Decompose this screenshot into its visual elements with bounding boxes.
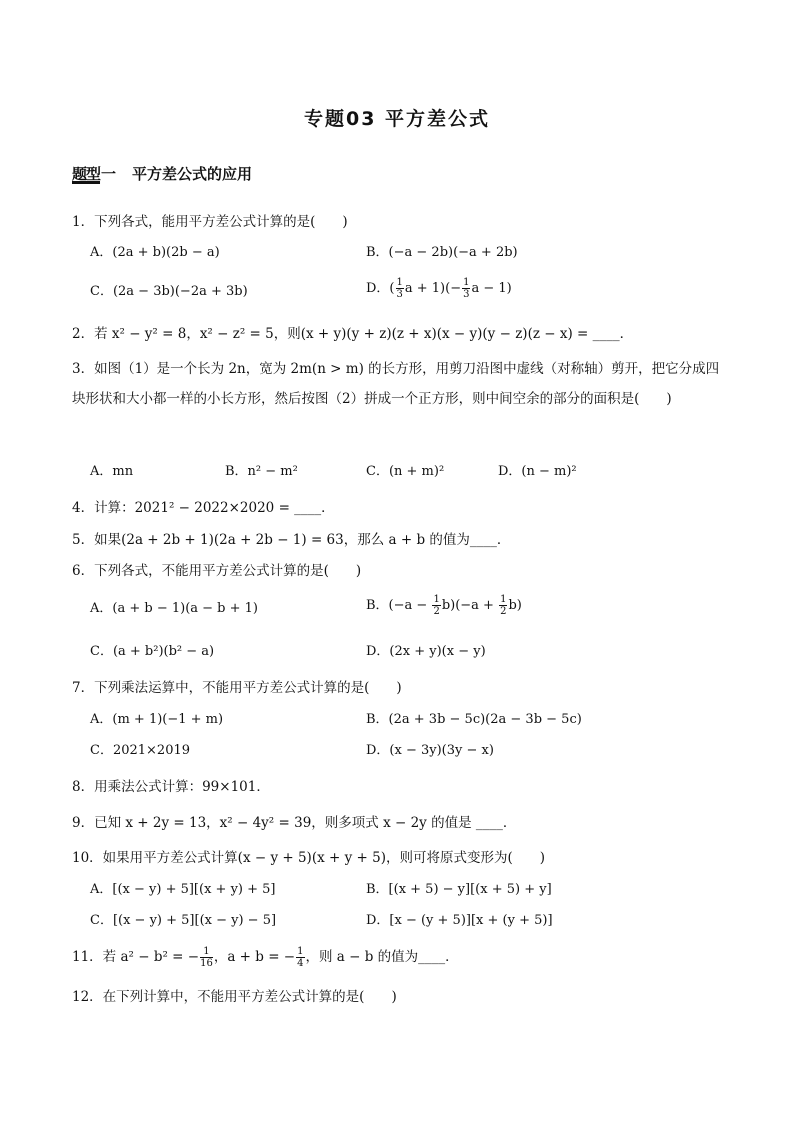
question-10-stem: 10．如果用平方差公式计算(x − y + 5)(x + y + 5)，则可将原式变形为( ) (72, 850, 546, 866)
q3-option-c: C．(n + m)² (366, 464, 445, 479)
q7-option-c: C．2021×2019 (90, 743, 191, 758)
section-header (72, 163, 252, 184)
section-badge: 题型 (72, 165, 101, 183)
q10-option-d: D．[x − (y + 5)][x + (y + 5)] (366, 913, 553, 928)
q6-option-a: A．(a + b − 1)(a − b + 1) (90, 601, 258, 616)
q7-option-a: A．(m + 1)(−1 + m) (90, 712, 224, 727)
q6-option-d: D．(2x + y)(x − y) (366, 644, 486, 659)
question-6-stem: 6．下列各式，不能用平方差公式计算的是( ) (72, 563, 362, 579)
q3-option-d: D．(n − m)² (498, 464, 577, 479)
q3-option-b: B．n² − m² (225, 464, 298, 479)
question-2: 2．若 x² − y² = 8，x² − z² = 5，则(x + y)(y + z)(z + x)(x − y)(y − z)(z − x) = ____． (72, 326, 634, 342)
q6-option-c: C．(a + b²)(b² − a) (90, 644, 215, 659)
fraction: $\frac{1}{3}$ (396, 277, 403, 300)
question-9: 9．已知 x + 2y = 13，x² − 4y² = 39，则多项式 x − 2y 的值是 ____． (72, 815, 517, 831)
q6-option-b: B．(−a − $\frac{1}{2}$ b)(−a + $\frac{1}{2}$ b) (366, 594, 522, 617)
q7-option-b: B．(2a + 3b − 5c)(2a − 3b − 5c) (366, 712, 582, 727)
fraction: $\frac{1}{4}$ (297, 946, 304, 969)
q1-option-a: A．(2a + b)(2b − a) (90, 245, 220, 260)
section-number: 一 (101, 165, 117, 183)
q7-option-d: D．(x − 3y)(3y − x) (366, 743, 494, 758)
question-12-stem: 12．在下列计算中，不能用平方差公式计算的是( ) (72, 989, 397, 1005)
question-5: 5．如果(2a + 2b + 1)(2a + 2b − 1) = 63，那么 a + b 的值为____． (72, 532, 511, 548)
fraction: $\frac{1}{3}$ (463, 277, 470, 300)
fraction: $\frac{1}{2}$ (500, 594, 507, 617)
q1-option-b: B．(−a − 2b)(−a + 2b) (366, 245, 518, 260)
fraction: $\frac{1}{2}$ (433, 594, 440, 617)
q1-option-c: C．(2a − 3b)(−2a + 3b) (90, 284, 248, 299)
question-3-stem: 3．如图（1）是一个长为 2n，宽为 2m(n > m) 的长方形，用剪刀沿图中虚线（对称轴）剪开，把它分成四块形状和大小都一样的小长方形，然后按图（2）拼成一个正方形，则中间空余的部分的面积是( ) (72, 361, 720, 407)
q3-option-a: A．mn (90, 464, 134, 479)
question-4: 4．计算：2021² − 2022×2020 = ____． (72, 500, 335, 516)
fraction: $\frac{1}{16}$ (200, 946, 213, 969)
q10-option-b: B．[(x + 5) − y][(x + 5) + y] (366, 882, 552, 897)
question-1-stem: 1．下列各式，能用平方差公式计算的是( ) (72, 214, 348, 230)
q10-option-a: A．[(x − y) + 5][(x + y) + 5] (90, 882, 276, 897)
section-title: 平方差公式的应用 (132, 165, 253, 183)
question-8: 8．用乘法公式计算：99×101． (72, 779, 270, 795)
question-11: 11．若 a² − b² = − $\frac{1}{16}$ ，a + b = − $\frac{1}{4}$ ，则 a − b 的值为____． (72, 946, 459, 969)
q10-option-c: C．[(x − y) + 5][(x − y) − 5] (90, 913, 277, 928)
page-title: 专题03 平方差公式 (303, 108, 491, 130)
question-7-stem: 7．下列乘法运算中，不能用平方差公式计算的是( ) (72, 680, 402, 696)
q1-option-d: D．( $\frac{1}{3}$ a + 1)(− $\frac{1}{3}$ a − 1) (366, 277, 512, 300)
